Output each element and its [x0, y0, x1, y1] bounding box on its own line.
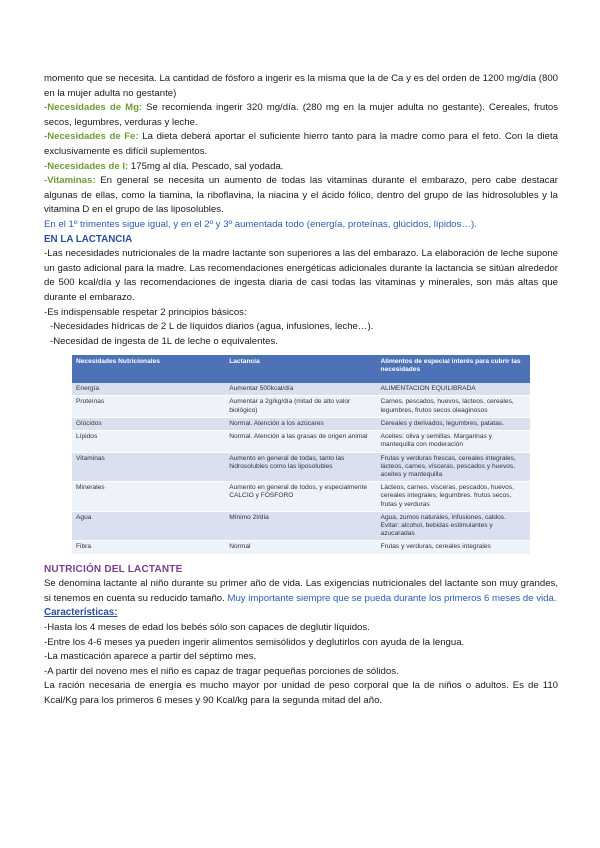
- caracteristica-item: -La masticación aparece a partir del séptimo mes.: [44, 651, 257, 663]
- paragraph-iodine: [44, 160, 558, 175]
- table-cell: ALIMENTACION EQUILIBRADA: [377, 383, 530, 396]
- table-cell: Fibra: [72, 541, 225, 554]
- caracteristica-item: -A partir del noveno mes el niño es capaz de tragar pequeñas porciones de sólidos.: [44, 665, 399, 677]
- table-row: [72, 511, 530, 541]
- table-cell: Agua: [72, 511, 225, 541]
- table-cell: Lípidos: [72, 431, 225, 452]
- table-row: [72, 431, 530, 452]
- lactancia-principles: -Es indispensable respetar 2 principios básicos:: [44, 306, 247, 318]
- table-cell: Agua, zumos naturales, infusiones, caldos. Evitar: alcohol, bebidas estimulantes y azucaradas: [377, 511, 530, 541]
- table-row: [72, 452, 530, 482]
- table-row: [72, 383, 530, 396]
- paragraph-phosphorus: momento que se necesita. La cantidad de fósforo a ingerir es la misma que la de Ca y es del orden de 1200 mg/día (800 en la mujer adulta no gestante): [44, 73, 558, 99]
- paragraph-fe: [44, 130, 558, 159]
- i-text: 175mg al día. Pescado, sal yodada.: [128, 160, 284, 172]
- table-cell: Energía: [72, 383, 225, 396]
- table-row: [72, 417, 530, 430]
- table-cell: Frutas y verduras frescas, cereales integrales, lácteos, carnes, vísceras, pescados y huevos, aceites y mantequilla: [377, 452, 530, 482]
- table-cell: Mínimo 2l/día: [225, 511, 376, 541]
- table-cell: Vitaminas: [72, 452, 225, 482]
- table-cell: Minerales: [72, 482, 225, 512]
- energia-paragraph: La ración necesaria de energía es mucho mayor por unidad de peso corporal que la de niños o adultos. Es de 110 Kcal/Kg para los primeros 6 meses y 90 Kcal/kg para la segunda mitad del año.: [44, 680, 558, 706]
- table-row: [72, 396, 530, 417]
- lactante-text: Se denomina lactante al niño durante su primer año de vida. Las exigencias nutricionales del lactante son muy grandes, si tenemos en cuenta su reducido tamaño.: [44, 578, 558, 604]
- table-header-cell: Lactancia: [225, 355, 376, 383]
- table-cell: Aumentar a 2g/kg/día (mitad de alto valor biológico): [225, 396, 376, 417]
- lactante-paragraph: [44, 577, 558, 606]
- table-row: [72, 482, 530, 512]
- i-label: -Necesidades de I:: [44, 160, 129, 172]
- table-cell: Aceites: oliva y semillas. Margarinas y mantequilla con moderación: [377, 431, 530, 452]
- table-header-cell: Alimentos de especial interés para cubrir las necesidades: [377, 355, 530, 383]
- mg-label: -Necesidades de Mg:: [44, 102, 143, 114]
- caracteristica-item: -Entre los 4-6 meses ya pueden ingerir alimentos semisólidos y deglutirlos con ayuda de la lengua.: [44, 636, 465, 648]
- table-cell: Cereales y derivados, legumbres, patatas.: [377, 417, 530, 430]
- table-cell: Normal. Atención a los azúcares: [225, 417, 376, 430]
- table-row: [72, 541, 530, 554]
- caracteristica-item: -Hasta los 4 meses de edad los bebés sólo son capaces de deglutir líquidos.: [44, 621, 370, 633]
- principle-1: -Necesidades hídricas de 2 L de líquidos diarios (agua, infusiones, leche…).: [50, 321, 374, 333]
- table-cell: Lácteos, carnes, vísceras, pescados, huevos, cereales integrales, legumbres. frutos secos, frutas y verduras: [377, 482, 530, 512]
- fe-text: La dieta deberá aportar el suficiente hierro tanto para la madre como para el feto. Con la dieta exclusivamente es difícil suplementos.: [44, 131, 558, 157]
- table-cell: Normal. Atención a las grasas de origen animal: [225, 431, 376, 452]
- table-cell: Carnes, pescados, huevos, lácteos, cereales, legumbres, frutos secos oleaginosos: [377, 396, 530, 417]
- document-page: [44, 72, 558, 708]
- table-cell: Aumentar 500kcal/día: [225, 383, 376, 396]
- vit-label: -Vitaminas:: [44, 175, 96, 187]
- lactante-section: [44, 563, 558, 709]
- lactancia-paragraph: -Las necesidades nutricionales de la madre lactante son superiores a las del embarazo. La elaboración de leche supone un gasto adicional para la madre. Las recomendaciones energéticas adicionales durante la lactancia se sitúan alrededor de 500 kcal/día y las recomendaciones de ingesta diaria de casi todas las vitaminas y minerales, son más altas que durante el embarazo.: [44, 248, 558, 303]
- lactante-heading: NUTRICIÓN DEL LACTANTE: [44, 563, 183, 575]
- caracteristicas-heading: Características:: [44, 607, 118, 619]
- lactancia-heading: EN LA LACTANCIA: [44, 233, 133, 245]
- vit-text: En general se necesita un aumento de todas las vitaminas durante el embarazo, pero cabe destacar algunas de ellas, como la tiamina, la riboflavina, la niacina y el ácido fólico, dentro del grupo de las hidrosolubles y la vitamina D en el grupo de las liposolubles.: [44, 175, 558, 216]
- paragraph-mg: [44, 101, 558, 130]
- fe-label: -Necesidades de Fe:: [44, 131, 139, 143]
- blue-note: En el 1º trimentes sigue igual, y en el 2º y 3º aumentada todo (energía, proteínas, glúcidos, lípidos…).: [44, 218, 477, 230]
- paragraph-vitamins: [44, 174, 558, 218]
- table-header-row: [72, 355, 530, 383]
- table-header-cell: Necesidades Nutricionales: [72, 355, 225, 383]
- principle-2: -Necesidad de ingesta de 1L de leche o equivalentes.: [50, 335, 278, 347]
- nutrition-table: [72, 355, 530, 554]
- table-cell: Normal: [225, 541, 376, 554]
- mg-text: Se recomienda ingerir 320 mg/día. (280 mg en la mujer adulta no gestante). Cereales, frutos secos, legumbres, verduras y leche.: [44, 102, 558, 128]
- table-cell: Glúcidos: [72, 417, 225, 430]
- table-cell: Aumento en general de todos, y especialmente CALCIO y FÓSFORO: [225, 482, 376, 512]
- table-cell: Frutas y verduras, cereales integrales: [377, 541, 530, 554]
- lactante-blue-text: Muy importante siempre que se pueda durante los primeros 6 meses de vida.: [224, 592, 557, 604]
- table-cell: Proteínas: [72, 396, 225, 417]
- table-cell: Aumento en general de todas, tanto las hidrosolubles como las liposolubles: [225, 452, 376, 482]
